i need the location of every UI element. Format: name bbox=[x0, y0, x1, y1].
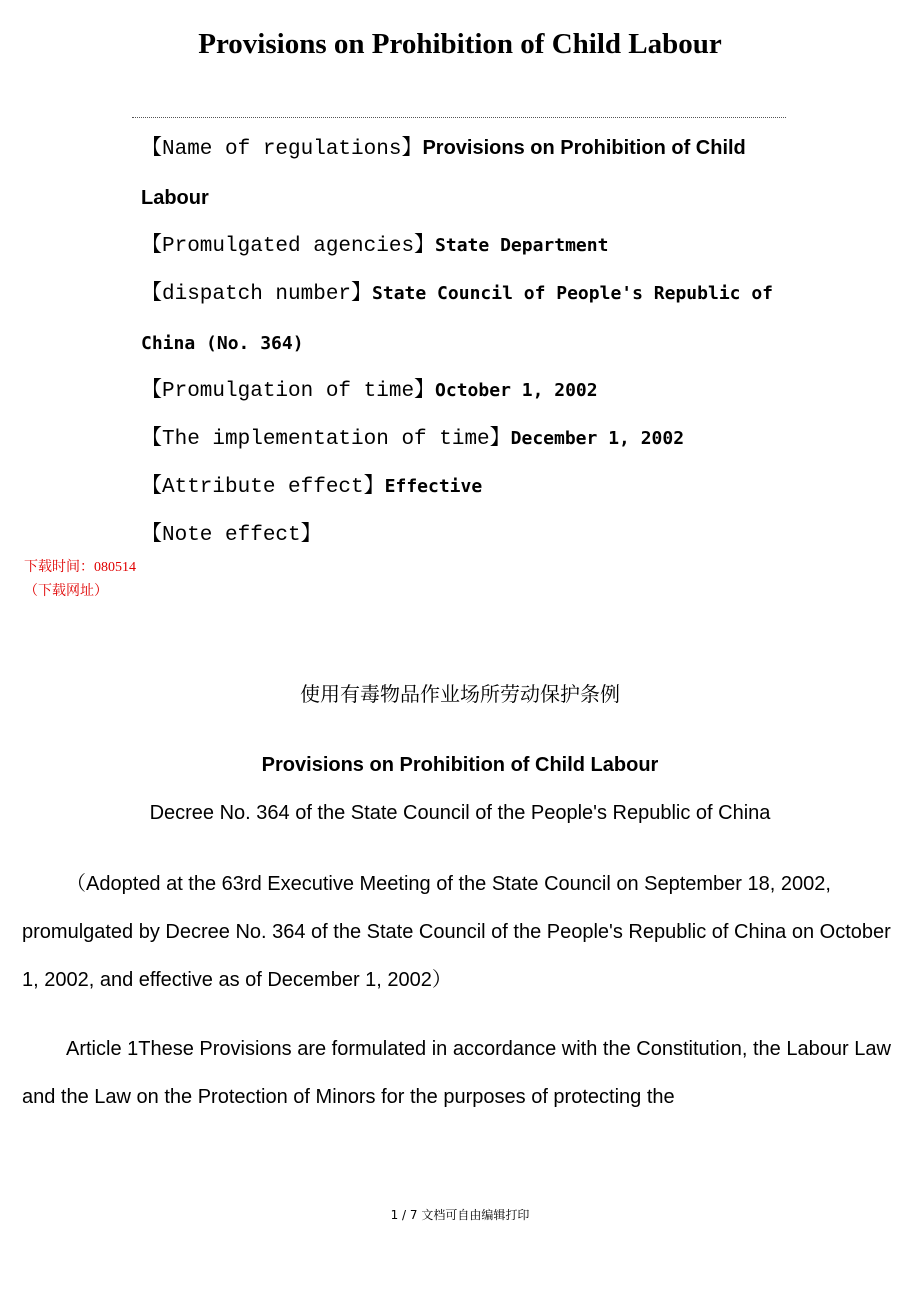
meta-promulgated-agencies bbox=[141, 221, 791, 271]
meta-label: 【dispatch number】 bbox=[141, 283, 373, 306]
download-time: 下载时间：080514 bbox=[24, 560, 136, 575]
meta-implementation-time bbox=[141, 414, 791, 464]
decree-line: Decree No. 364 of the State Council of the People's Republic of China bbox=[149, 802, 771, 824]
meta-value: Effective bbox=[384, 476, 483, 497]
meta-dispatch-number bbox=[141, 269, 791, 368]
download-url-note: （下载网址） bbox=[24, 584, 108, 599]
meta-label: 【Note effect】 bbox=[141, 524, 322, 547]
meta-value: Provisions on Prohibition of Child Labour bbox=[141, 137, 746, 209]
meta-value: December 1, 2002 bbox=[510, 428, 685, 449]
meta-label: 【The implementation of time】 bbox=[141, 428, 511, 451]
article-1-paragraph: Article 1These Provisions are formulated in accordance with the Constitution, the Labour Law and the Law on the Protection of Minors for the purposes of protecting the bbox=[22, 1038, 891, 1108]
meta-label: 【Promulgation of time】 bbox=[141, 380, 436, 403]
meta-label: 【Attribute effect】 bbox=[141, 476, 385, 499]
meta-note-effect bbox=[141, 510, 791, 560]
section-title: Provisions on Prohibition of Child Labour bbox=[261, 754, 659, 776]
meta-value: State Department bbox=[435, 235, 609, 256]
meta-label: 【Promulgated agencies】 bbox=[141, 235, 436, 258]
adoption-paragraph: （Adopted at the 63rd Executive Meeting of the State Council on September 18, 2002, promulgated by Decree No. 364 of the State Council of the People's Republic of China on October 1, 2002, and effective as of December 1, 2002） bbox=[22, 873, 891, 991]
document-title: Provisions on Prohibition of Child Labour bbox=[198, 28, 722, 60]
chinese-title: 使用有毒物品作业场所劳动保护条例 bbox=[300, 682, 620, 706]
meta-name-of-regulations bbox=[141, 124, 791, 222]
page-footer: 1 / 7 文档可自由编辑打印 bbox=[390, 1208, 530, 1222]
dotted-divider bbox=[132, 117, 786, 118]
meta-value: October 1, 2002 bbox=[435, 380, 598, 401]
meta-attribute-effect bbox=[141, 462, 791, 512]
meta-value: State Council of People's Republic of China (No. 364) bbox=[141, 283, 773, 354]
meta-label: 【Name of regulations】 bbox=[141, 138, 423, 161]
meta-promulgation-time bbox=[141, 366, 791, 416]
